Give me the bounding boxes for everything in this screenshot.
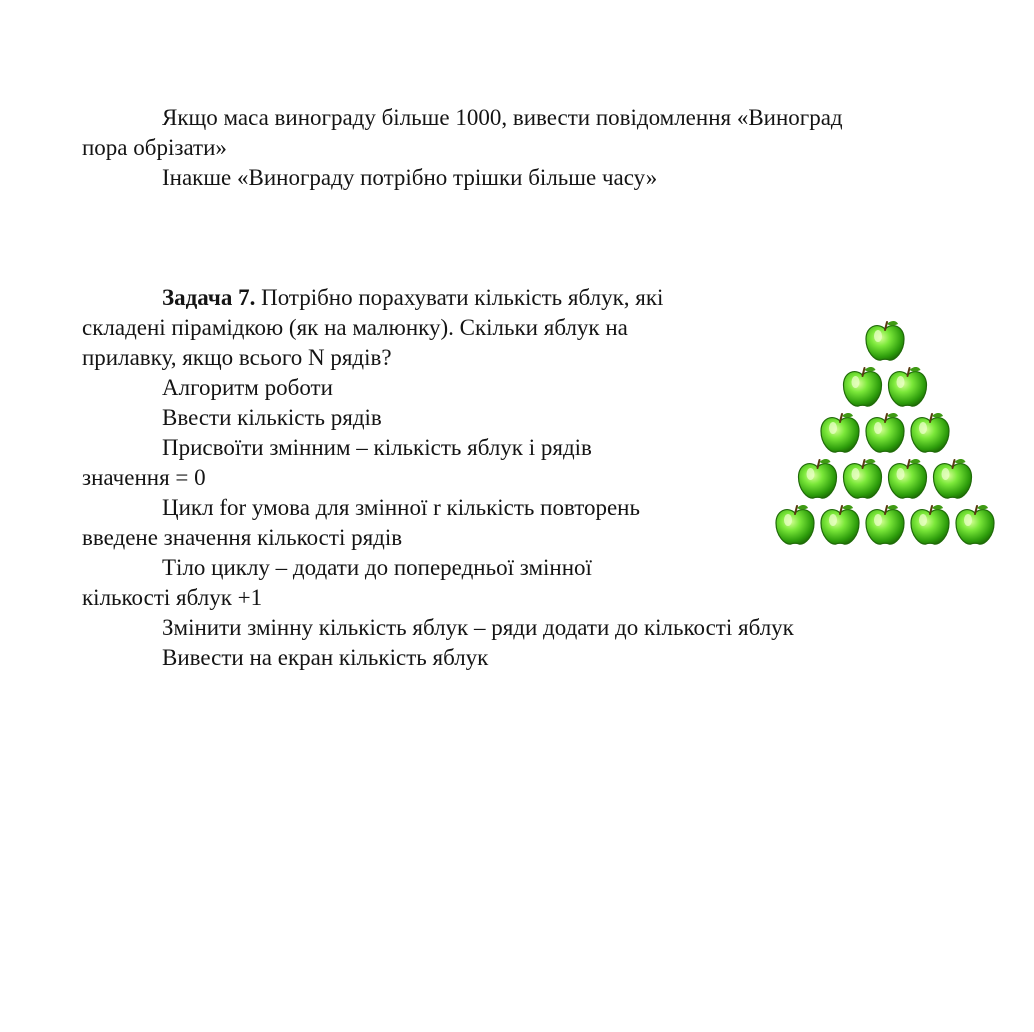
task7-text: Потрібно порахувати кількість яблук, які bbox=[255, 285, 664, 310]
algorithm-step: Присвоїти змінним – кількість яблук і рядів bbox=[162, 435, 592, 460]
green-apple-icon bbox=[956, 505, 994, 544]
green-apple-icon bbox=[844, 459, 882, 498]
text-line: пора обрізати» bbox=[82, 135, 227, 160]
algorithm-step: Ввести кількість рядів bbox=[162, 405, 382, 430]
algorithm-step: Алгоритм роботи bbox=[162, 375, 333, 400]
green-apple-icon bbox=[799, 459, 837, 498]
text-line: прилавку, якщо всього N рядів? bbox=[82, 345, 392, 370]
green-apple-icon bbox=[844, 367, 882, 406]
green-apple-icon bbox=[821, 413, 859, 452]
algorithm-step: Тіло циклу – додати до попередньої змінної bbox=[162, 555, 592, 580]
algorithm-step: Вивести на екран кількість яблук bbox=[162, 645, 489, 670]
apple-pyramid-figure bbox=[770, 318, 1000, 550]
green-apple-icon bbox=[889, 459, 927, 498]
text-line: Інакше «Винограду потрібно трішки більше часу» bbox=[162, 165, 658, 190]
text-line: Якщо маса винограду більше 1000, вивести повідомлення «Виноград bbox=[162, 105, 843, 130]
green-apple-icon bbox=[866, 321, 904, 360]
green-apple-icon bbox=[866, 505, 904, 544]
green-apple-icon bbox=[821, 505, 859, 544]
text-line: складені пірамідкою (як на малюнку). Скільки яблук на bbox=[82, 315, 628, 340]
algorithm-step-cont: введене значення кількості рядів bbox=[82, 525, 403, 550]
algorithm-step-cont: значення = 0 bbox=[82, 465, 206, 490]
algorithm-step: Цикл for умова для змінної r кількість повторень bbox=[162, 495, 640, 520]
task7-label: Задача 7. bbox=[162, 285, 256, 310]
green-apple-icon bbox=[934, 459, 972, 498]
green-apple-icon bbox=[776, 505, 814, 544]
task7-heading-line bbox=[82, 283, 663, 313]
green-apple-icon bbox=[911, 413, 949, 452]
green-apple-icon bbox=[911, 505, 949, 544]
algorithm-step-cont: кількості яблук +1 bbox=[82, 585, 263, 610]
green-apple-icon bbox=[889, 367, 927, 406]
algorithm-step: Змінити змінну кількість яблук – ряди додати до кількості яблук bbox=[162, 615, 794, 640]
green-apple-icon bbox=[866, 413, 904, 452]
